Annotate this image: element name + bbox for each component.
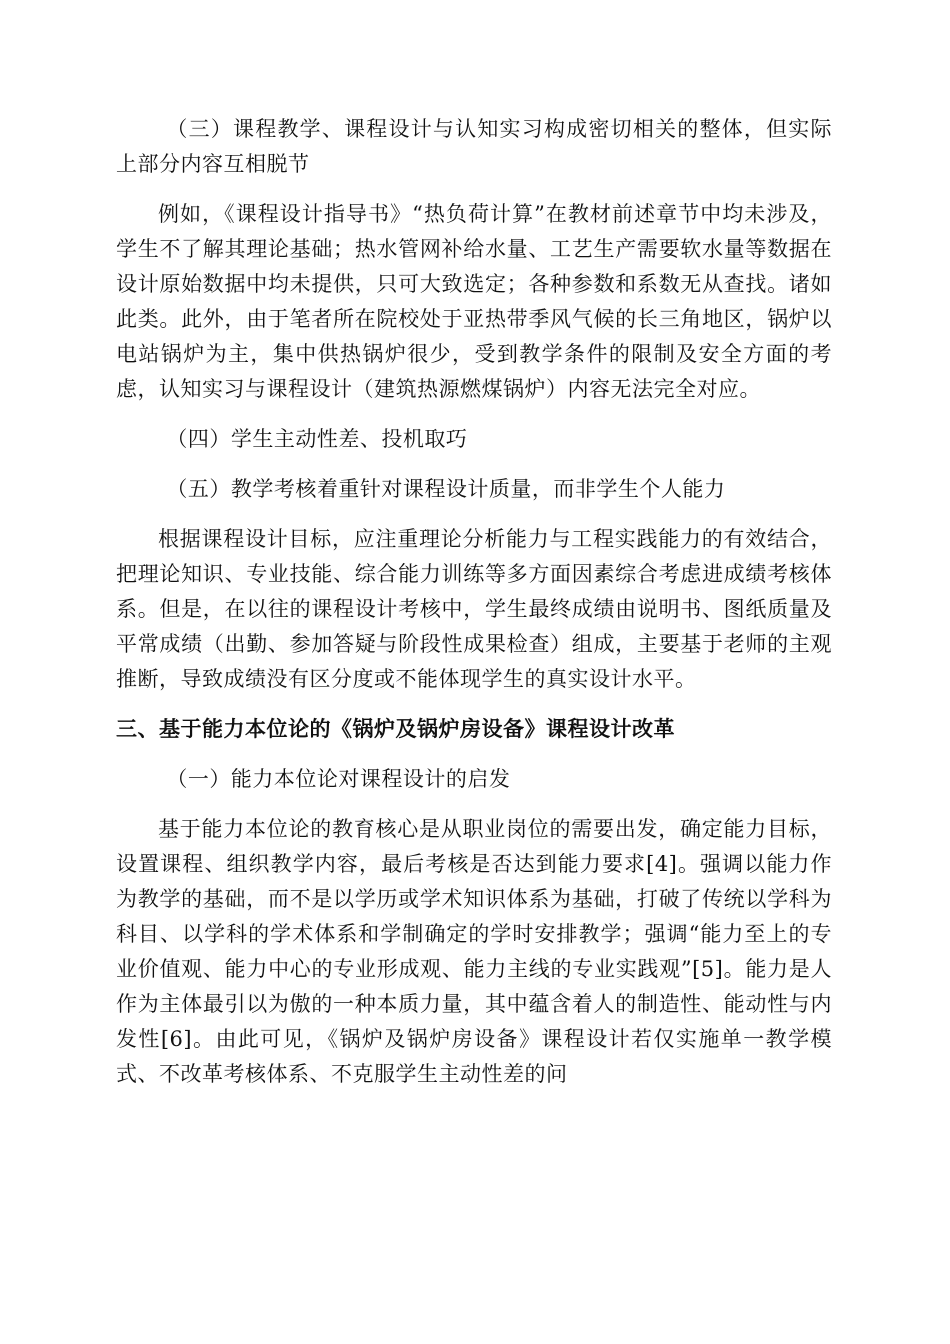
body-paragraph: 例如，《课程设计指导书》“热负荷计算”在教材前述章节中均未涉及，学生不了解其理论基础；热水管网补给水量、工艺生产需要软水量等数据在设计原始数据中均未提供，只可大致选定；各种参数和系数无从查找。诸如此类。此外，由于笔者所在院校处于亚热带季风气候的长三角地区，锅炉以电站锅炉为主，集中供热锅炉很少，受到教学条件的限制及安全方面的考虑，认知实习与课程设计（建筑热源燃煤锅炉）内容无法完全对应。 (116, 202, 832, 401)
body-paragraph: 基于能力本位论的教育核心是从职业岗位的需要出发，确定能力目标，设置课程、组织教学内容，最后考核是否达到能力要求[4]。强调以能力作为教学的基础，而不是以学历或学术知识体系为基础，打破了传统以学科为科目、以学科的学术体系和学制确定的学时安排教学；强调“能力至上的专业价值观、能力中心的专业形成观、能力主线的专业实践观”[5]。能力是人作为主体最引以为傲的一种本质力量，其中蕴含着人的制造性、能动性与内发性[6]。由此可见，《锅炉及锅炉房设备》课程设计若仅实施单一教学模式、不改革考核体系、不克服学生主动性差的问 (116, 817, 832, 1086)
subheading-one: （一）能力本位论对课程设计的启发 (166, 767, 511, 791)
body-paragraph: 根据课程设计目标，应注重理论分析能力与工程实践能力的有效结合，把理论知识、专业技能、综合能力训练等多方面因素综合考虑进成绩考核体系。但是，在以往的课程设计考核中，学生最终成绩由说明书、图纸质量及平常成绩（出勤、参加答疑与阶段性成果检查）组成，主要基于老师的主观推断，导致成绩没有区分度或不能体现学生的真实设计水平。 (116, 527, 832, 691)
subheading-four: （四）学生主动性差、投机取巧 (166, 427, 468, 451)
document-body (116, 112, 832, 1107)
subheading-five: （五）教学考核着重针对课程设计质量，而非学生个人能力 (166, 477, 726, 501)
subheading-three: （三）课程教学、课程设计与认知实习构成密切相关的整体，但实际上部分内容互相脱节 (116, 117, 832, 176)
section-heading-three: 三、基于能力本位论的《锅炉及锅炉房设备》课程设计改革 (116, 717, 675, 741)
